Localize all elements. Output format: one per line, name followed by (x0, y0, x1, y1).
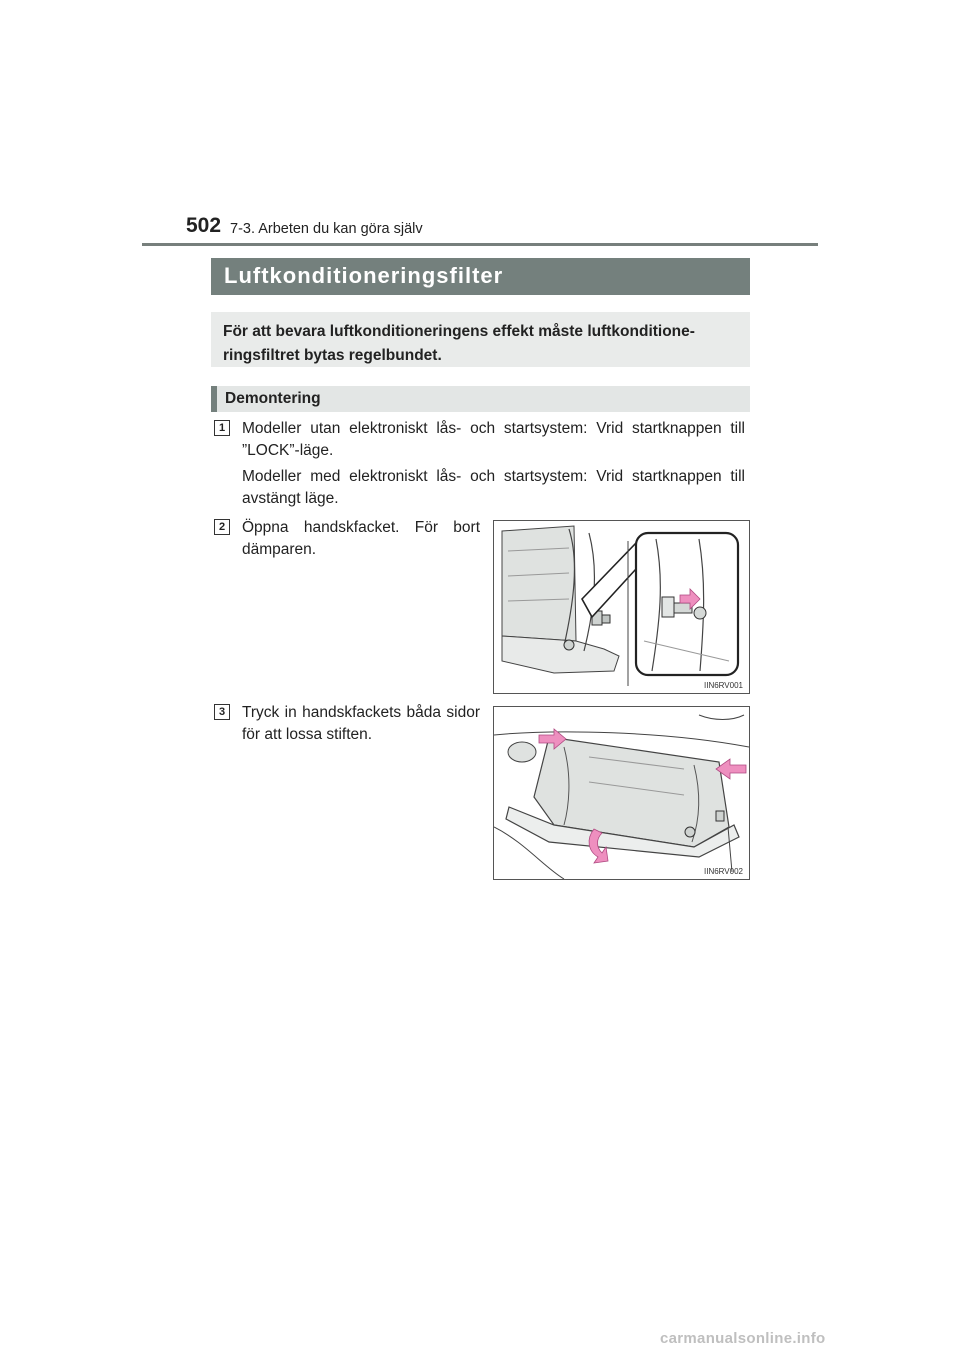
glovebox-release-illustration (494, 707, 749, 879)
section-title: Luftkonditioneringsfilter (224, 263, 504, 288)
step-1-text-a: Modeller utan elektroniskt lås- och startsystem: Vrid startknappen till ”LOCK”-läge. (242, 420, 745, 459)
running-header: 7-3. Arbeten du kan göra själv (230, 221, 423, 237)
intro-box (211, 312, 750, 367)
figure-glovebox-damper (493, 520, 750, 694)
glovebox-damper-illustration (494, 521, 749, 693)
step-number-1: 1 (214, 420, 230, 436)
figure-glovebox-release (493, 706, 750, 880)
step-number-3: 3 (214, 704, 230, 720)
watermark: carmanualsonline.info (660, 1330, 826, 1347)
figure-code-1: IIN6RV001 (704, 681, 743, 690)
step-2-text: Öppna handskfacket. För bort dämparen. (242, 519, 480, 558)
subsection-title: Demontering (225, 390, 321, 407)
section-title-bar (211, 258, 750, 295)
header-rule (142, 243, 818, 246)
intro-text: För att bevara luftkonditioneringens effekt måste luftkonditione-ringsfiltret bytas regelbundet. (223, 323, 695, 364)
step-1-text-b: Modeller med elektroniskt lås- och startsystem: Vrid startknappen till avstängt läge. (242, 468, 745, 507)
page-number: 502 (186, 214, 222, 237)
step-3-text: Tryck in handskfackets båda sidor för att lossa stiften. (242, 704, 480, 743)
figure-code-2: IIN6RV002 (704, 867, 743, 876)
step-number-2: 2 (214, 519, 230, 535)
subsection-heading (211, 386, 750, 412)
